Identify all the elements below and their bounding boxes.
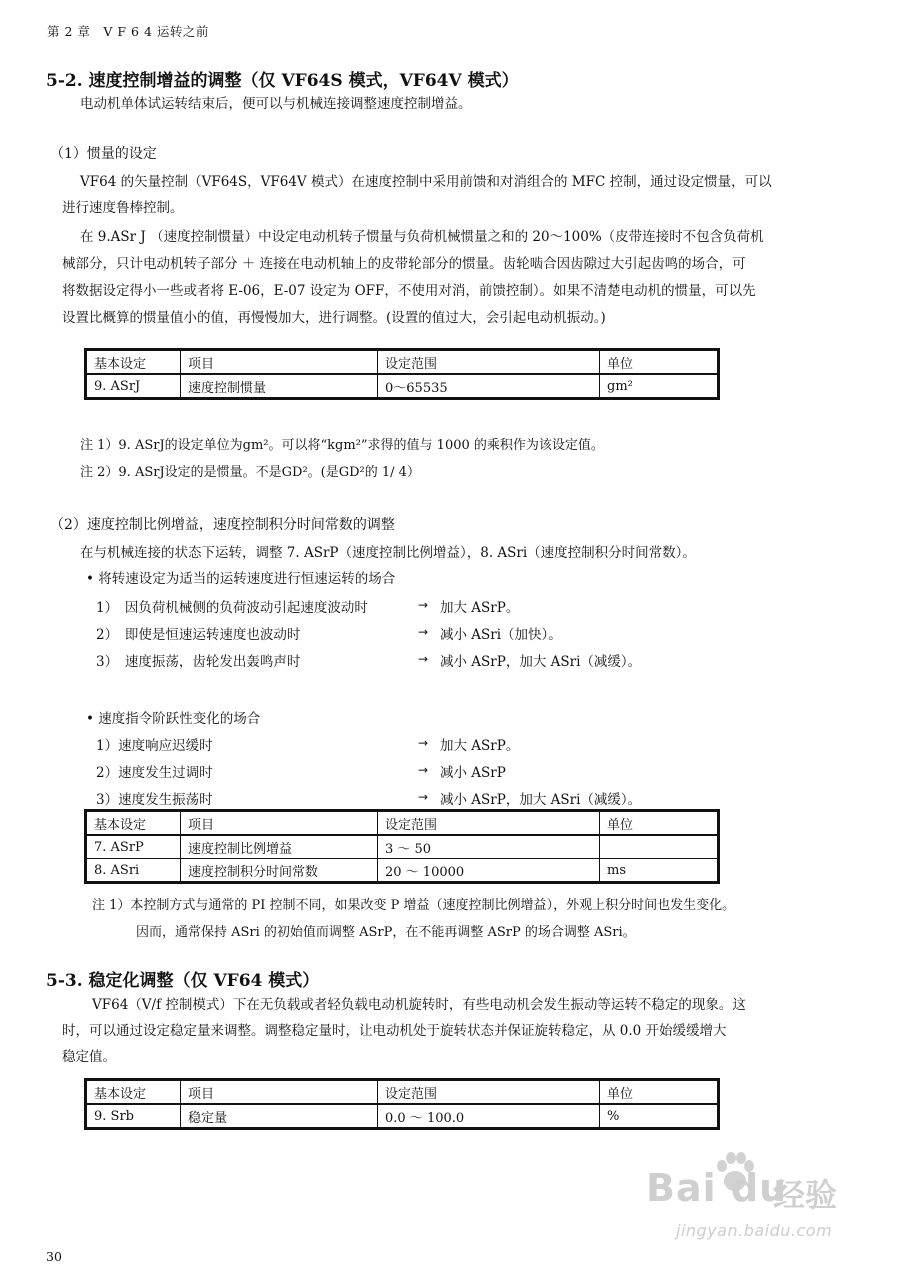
table-cell: gm² — [600, 374, 719, 399]
watermark-brand-cn: 经验 — [773, 1176, 838, 1214]
table-row — [86, 1104, 719, 1129]
sub1-para2-line1: 在 9.ASr J （速度控制惯量）中设定电动机转子惯量与负荷机械惯量之和的 20～100%（皮带连接时不包含负荷机 — [80, 229, 764, 245]
case1-item-3-action: 减小 ASrP，加大 ASri（减缓）。 — [440, 654, 642, 670]
table-header-cell: 基本设定 — [86, 811, 181, 836]
case1-item-1-cond: 1） 因负荷机械侧的负荷波动引起速度波动时 — [96, 600, 368, 616]
table-header-cell: 项目 — [181, 350, 378, 375]
case1-item-3-cond: 3） 速度振荡，齿轮发出轰鸣声时 — [96, 654, 301, 670]
table-row — [86, 835, 719, 859]
page-number: 30 — [46, 1249, 62, 1264]
case2-item-3-action: 减小 ASrP，加大 ASri（减缓）。 — [440, 792, 642, 808]
subsection-1-title: （1）惯量的设定 — [50, 146, 157, 162]
arrow-right-icon: → — [418, 763, 429, 777]
case1-item-1-action: 加大 ASrP。 — [440, 600, 520, 616]
section-5-2-intro: 电动机单体试运转结束后，便可以与机械连接调整速度控制增益。 — [80, 96, 472, 112]
table-header-cell: 单位 — [600, 811, 719, 836]
sub1-para2-line4: 设置比概算的惯量值小的值，再慢慢加大，进行调整。(设置的值过大，会引起电动机振动。) — [62, 310, 606, 326]
table-header-cell: 项目 — [181, 1080, 378, 1105]
inertia-settings-table — [84, 348, 720, 400]
speed-gain-settings-table — [84, 809, 720, 884]
table-cell: 20 ～ 10000 — [378, 859, 600, 883]
table-cell: 9. ASrJ — [86, 374, 181, 399]
case2-item-2-cond: 2）速度发生过调时 — [96, 765, 213, 781]
sub1-para1-line1: VF64 的矢量控制（VF64S，VF64V 模式）在速度控制中采用前馈和对消组合的 MFC 控制，通过设定惯量，可以 — [80, 174, 772, 190]
sub1-note-1: 注 1）9. ASrJ的设定单位为gm²。可以将“kgm²”求得的值与 1000 的乘积作为该设定值。 — [80, 438, 604, 453]
case1-item-2-cond: 2） 即使是恒速运转速度也波动时 — [96, 627, 301, 643]
table-header-row — [86, 1080, 719, 1105]
case2-title: • 速度指令阶跃性变化的场合 — [86, 711, 261, 727]
subsection-2-title: （2）速度控制比例增益，速度控制积分时间常数的调整 — [50, 517, 395, 533]
table-header-cell: 设定范围 — [378, 811, 600, 836]
chapter-header: 第 2 章 V F 6 4 运转之前 — [47, 24, 209, 39]
arrow-right-icon: → — [418, 736, 429, 750]
table-cell: 9. Srb — [86, 1104, 181, 1129]
table-cell — [600, 835, 719, 859]
table-cell: 7. ASrP — [86, 835, 181, 859]
table-header-row — [86, 350, 719, 375]
table-row — [86, 859, 719, 883]
section-5-3-line3: 稳定值。 — [62, 1049, 116, 1065]
sub1-note-2: 注 2）9. ASrJ设定的是惯量。不是GD²。(是GD²的 1/ 4） — [80, 465, 420, 480]
table-cell: 速度控制惯量 — [181, 374, 378, 399]
table-cell: 0～65535 — [378, 374, 600, 399]
arrow-right-icon: → — [418, 790, 429, 804]
table-header-cell: 项目 — [181, 811, 378, 836]
arrow-right-icon: → — [418, 598, 429, 612]
sub2-intro: 在与机械连接的状态下运转，调整 7. ASrP（速度控制比例增益），8. ASri（速度控制积分时间常数）。 — [80, 545, 696, 561]
watermark-url: jingyan.baidu.com — [676, 1221, 833, 1240]
table-cell: ms — [600, 859, 719, 883]
table-header-cell: 单位 — [600, 350, 719, 375]
sub1-para1-line2: 进行速度鲁棒控制。 — [62, 200, 184, 216]
sub2-note-1: 注 1）本控制方式与通常的 PI 控制不同，如果改变 P 增益（速度控制比例增益），外观上积分时间也发生变化。 — [92, 898, 736, 913]
table-cell: % — [600, 1104, 719, 1129]
arrow-right-icon: → — [418, 652, 429, 666]
case2-item-3-cond: 3）速度发生振荡时 — [96, 792, 213, 808]
section-5-3-line1: VF64（V/f 控制模式）下在无负载或者轻负载电动机旋转时，有些电动机会发生振动等运转不稳定的现象。这 — [92, 997, 746, 1013]
case2-item-1-action: 加大 ASrP。 — [440, 738, 520, 754]
case1-item-2-action: 减小 ASri（加快）。 — [440, 627, 562, 643]
sub1-para2-line2: 械部分，只计电动机转子部分 ＋ 连接在电动机轴上的皮带轮部分的惯量。齿轮啮合因齿隙过大引起齿鸣的场合，可 — [62, 256, 746, 272]
table-row — [86, 374, 719, 399]
case2-item-2-action: 减小 ASrP — [440, 765, 506, 781]
case1-title: • 将转速设定为适当的运转速度进行恒速运转的场合 — [86, 571, 396, 587]
table-cell: 速度控制积分时间常数 — [181, 859, 378, 883]
section-5-3-title: 5-3. 稳定化调整（仅 VF64 模式） — [46, 971, 320, 991]
table-header-cell: 设定范围 — [378, 1080, 600, 1105]
section-5-2-title: 5-2. 速度控制增益的调整（仅 VF64S 模式，VF64V 模式） — [46, 71, 519, 91]
case2-item-1-cond: 1）速度响应迟缓时 — [96, 738, 213, 754]
table-header-cell: 单位 — [600, 1080, 719, 1105]
stabilization-settings-table — [84, 1078, 720, 1130]
table-cell: 3 ～ 50 — [378, 835, 600, 859]
table-cell: 0.0 ～ 100.0 — [378, 1104, 600, 1129]
table-cell: 速度控制比例增益 — [181, 835, 378, 859]
sub2-note-2: 因而，通常保持 ASri 的初始值而调整 ASrP，在不能再调整 ASrP 的场合调整 ASri。 — [136, 925, 636, 940]
watermark-brand: Bai du — [646, 1166, 788, 1210]
sub1-para2-line3: 将数据设定得小一些或者将 E-06，E-07 设定为 OFF，不使用对消，前馈控制）。如果不清楚电动机的惯量，可以先 — [62, 283, 756, 299]
table-header-cell: 设定范围 — [378, 350, 600, 375]
table-header-row — [86, 811, 719, 836]
table-cell: 稳定量 — [181, 1104, 378, 1129]
table-header-cell: 基本设定 — [86, 350, 181, 375]
table-cell: 8. ASri — [86, 859, 181, 883]
section-5-3-line2: 时，可以通过设定稳定量来调整。调整稳定量时，让电动机处于旋转状态并保证旋转稳定，从 0.0 开始缓缓增大 — [62, 1023, 727, 1039]
table-header-cell: 基本设定 — [86, 1080, 181, 1105]
arrow-right-icon: → — [418, 625, 429, 639]
